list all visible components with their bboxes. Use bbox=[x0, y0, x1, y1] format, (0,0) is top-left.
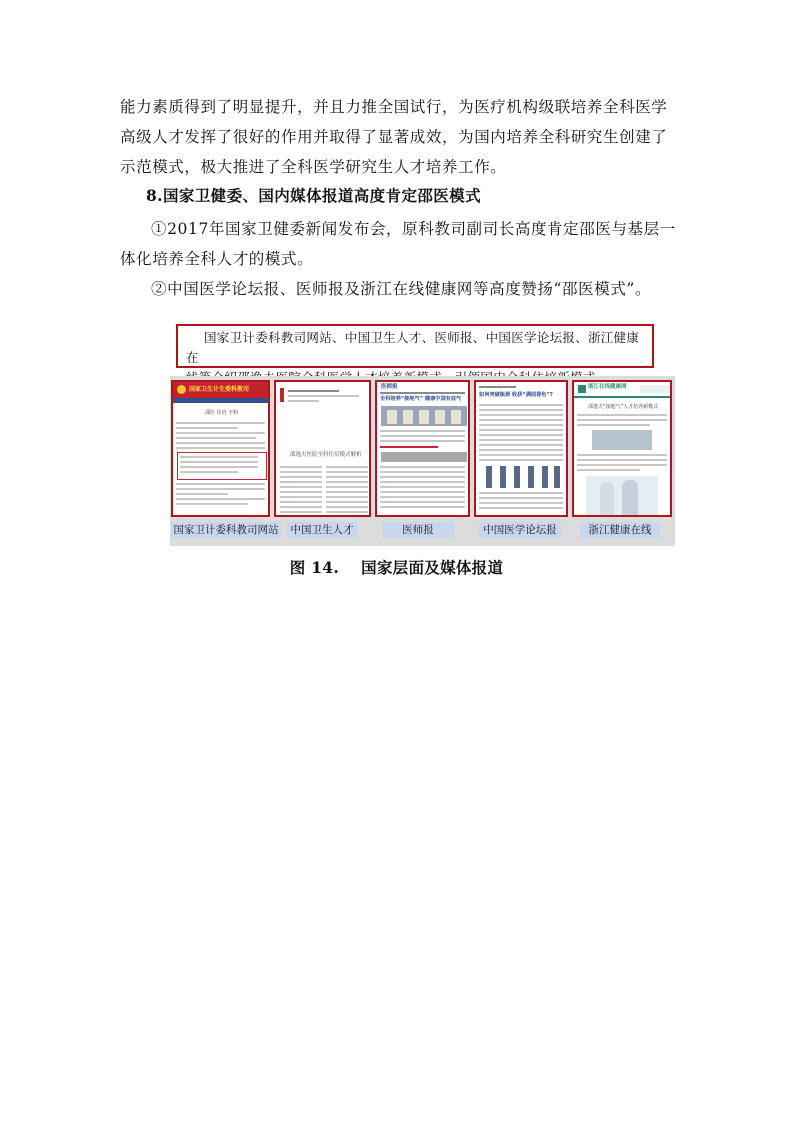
media-report-figure bbox=[170, 320, 675, 540]
caption-china-health-talents: 中国卫生人才 bbox=[287, 522, 357, 538]
thumb-4-headline: 如何突破瓶颈 收获“满园春色”? bbox=[479, 392, 553, 398]
caption-physicians-daily: 医师报 bbox=[382, 522, 454, 538]
caption-zhejiang-health-online: 浙江健康在线 bbox=[580, 522, 660, 538]
figure-number: 图 14. bbox=[289, 558, 340, 577]
callout-line-1: 国家卫计委科教司网站、中国卫生人才、医师报、中国医学论坛报、浙江健康在 bbox=[186, 330, 640, 365]
thumb-1-headline: 邵医 住培 全科 bbox=[205, 410, 239, 416]
thumbnail-physicians-daily bbox=[375, 380, 470, 517]
thumb-3-headline: 全科培养“接地气” 健康中国有底气 bbox=[380, 396, 462, 402]
caption-nhfpc-website: 国家卫计委科教司网站 bbox=[171, 522, 281, 538]
thumb-1-masthead: 国家卫生计生委科教司 bbox=[189, 386, 250, 393]
figure-callout-box bbox=[176, 324, 654, 368]
thumb-3-masthead: 医师报 bbox=[381, 384, 398, 390]
caption-china-medical-tribune: 中国医学论坛报 bbox=[479, 522, 561, 538]
paragraph-intro: 能力素质得到了明显提升，并且力推全国试行，为医疗机构级联培养全科医学高级人才发挥了很好的作用并取得了显著成效，为国内培养全科研究生创建了示范模式，极大推进了全科医学研究生人才培养工作。 bbox=[120, 98, 668, 176]
thumb-5-masthead: 浙江在线健康网 bbox=[588, 384, 627, 390]
thumbnail-strip bbox=[170, 376, 675, 546]
thumbnail-nhfpc-website bbox=[171, 380, 270, 517]
thumb-5-headline: 邵逸夫“接地气”人才培养新模式 bbox=[588, 404, 659, 410]
thumbnail-zhejiang-health-online bbox=[572, 380, 672, 517]
figure-caption bbox=[0, 556, 793, 578]
paragraph-item-2: ②中国医学论坛报、医师报及浙江在线健康网等高度赞扬“邵医模式”。 bbox=[151, 280, 652, 298]
section-heading-8: 8.国家卫健委、国内媒体报道高度肯定邵医模式 bbox=[146, 186, 481, 205]
paragraph-item-1: ①2017年国家卫健委新闻发布会，原科教司副司长高度肯定邵医与基层一体化培养全科人才的模式。 bbox=[120, 220, 676, 268]
thumb-2-headline: 邵逸夫医院全科住培模式解析 bbox=[290, 452, 362, 458]
figure-title: 国家层面及媒体报道 bbox=[361, 558, 504, 577]
emblem-icon bbox=[177, 385, 186, 394]
thumbnail-china-medical-tribune bbox=[474, 380, 568, 517]
thumbnail-china-health-talents bbox=[274, 380, 371, 517]
